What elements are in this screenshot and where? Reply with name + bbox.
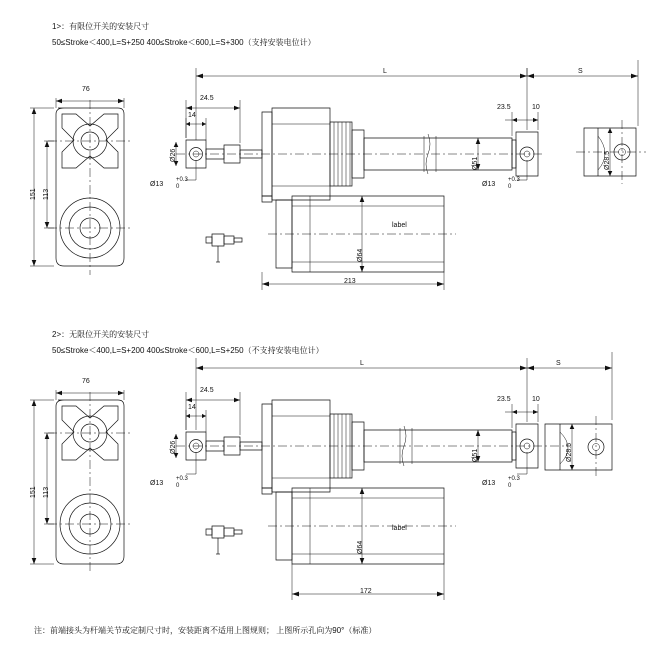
top-motor-len-dim: 213 xyxy=(344,278,356,285)
top-pin-dia-dim: Ø26 xyxy=(170,148,177,162)
top-bracket-height-inner-dim: 113 xyxy=(43,188,50,200)
top-length-L-label: L xyxy=(383,68,387,75)
bottom-stroke-S-label: S xyxy=(556,360,561,367)
bottom-bracket-width-dim: 76 xyxy=(82,378,90,385)
section-1-heading: 1>：有限位开关的安装尺寸 xyxy=(52,22,150,31)
bottom-motor-dia-dim: Ø64 xyxy=(357,540,364,554)
bottom-clevis-dim: 24.5 xyxy=(200,387,214,394)
bottom-bracket-height-inner-dim: 113 xyxy=(43,486,50,498)
top-label-text: label xyxy=(392,222,407,229)
top-right-hole-tol-upper: +0.3 xyxy=(508,177,520,183)
top-right-hole-tol-lower: 0 xyxy=(508,184,512,190)
bottom-rear-a-dim: 23.5 xyxy=(497,396,511,403)
top-bracket-width-dim: 76 xyxy=(82,86,90,93)
bottom-bracket-front-view xyxy=(30,390,132,572)
section-2-heading: 2>：无限位开关的安装尺寸 xyxy=(52,330,150,339)
top-right-hole-dia: Ø13 xyxy=(482,181,496,188)
bottom-tube-dia-dim: Ø51 xyxy=(472,448,479,462)
section-1-subheading: 50≤Stroke＜400,L=S+250 400≤Stroke＜600,L=S+300（支持安装电位计） xyxy=(52,38,316,47)
top-bracket-front-view xyxy=(30,98,132,275)
top-pin-len-dim: 14 xyxy=(188,112,196,119)
top-tube-dia-dim: Ø51 xyxy=(472,156,479,170)
top-stroke-S-label: S xyxy=(578,68,583,75)
top-left-hole-tol-lower: 0 xyxy=(176,184,180,190)
top-actuator-side-view xyxy=(174,60,646,290)
top-rear-a-dim: 23.5 xyxy=(497,104,511,111)
top-motor-dia-dim: Ø64 xyxy=(357,248,364,262)
top-rear-b-dim: 10 xyxy=(532,104,540,111)
bottom-right-hole-dia: Ø13 xyxy=(482,480,496,487)
top-left-hole-dia: Ø13 xyxy=(150,181,164,188)
bottom-pin-dia-dim: Ø26 xyxy=(170,440,177,454)
section-2-subheading: 50≤Stroke＜400,L=S+200 400≤Stroke＜600,L=S+250（不支持安装电位计） xyxy=(52,346,324,355)
top-clevis-dim: 24.5 xyxy=(200,95,214,102)
footnote: 注：前端接头为杆端关节或定制尺寸时，安装距离不适用上图规则； 上图所示孔向为90°（标准） xyxy=(34,626,377,635)
bottom-right-hole-tol-lower: 0 xyxy=(508,483,512,489)
bottom-pin-len-dim: 14 xyxy=(188,404,196,411)
bottom-left-hole-dia: Ø13 xyxy=(150,480,164,487)
top-bracket-height-outer-dim: 151 xyxy=(30,188,37,200)
bottom-right-hole-tol-upper: +0.3 xyxy=(508,476,520,482)
bottom-left-hole-tol-upper: +0.3 xyxy=(176,476,188,482)
bottom-bracket-height-outer-dim: 151 xyxy=(30,486,37,498)
top-rear-dia-dim: Ø28.5 xyxy=(604,150,611,170)
bottom-motor-len-dim: 172 xyxy=(360,588,372,595)
bottom-left-hole-tol-lower: 0 xyxy=(176,483,180,489)
bottom-length-L-label: L xyxy=(360,360,364,367)
bottom-actuator-side-view xyxy=(174,352,612,600)
top-left-hole-tol-upper: +0.3 xyxy=(176,177,188,183)
bottom-rear-b-dim: 10 xyxy=(532,396,540,403)
bottom-label-text: label xyxy=(392,525,407,532)
bottom-rear-dia-dim: Ø28.5 xyxy=(566,442,573,462)
